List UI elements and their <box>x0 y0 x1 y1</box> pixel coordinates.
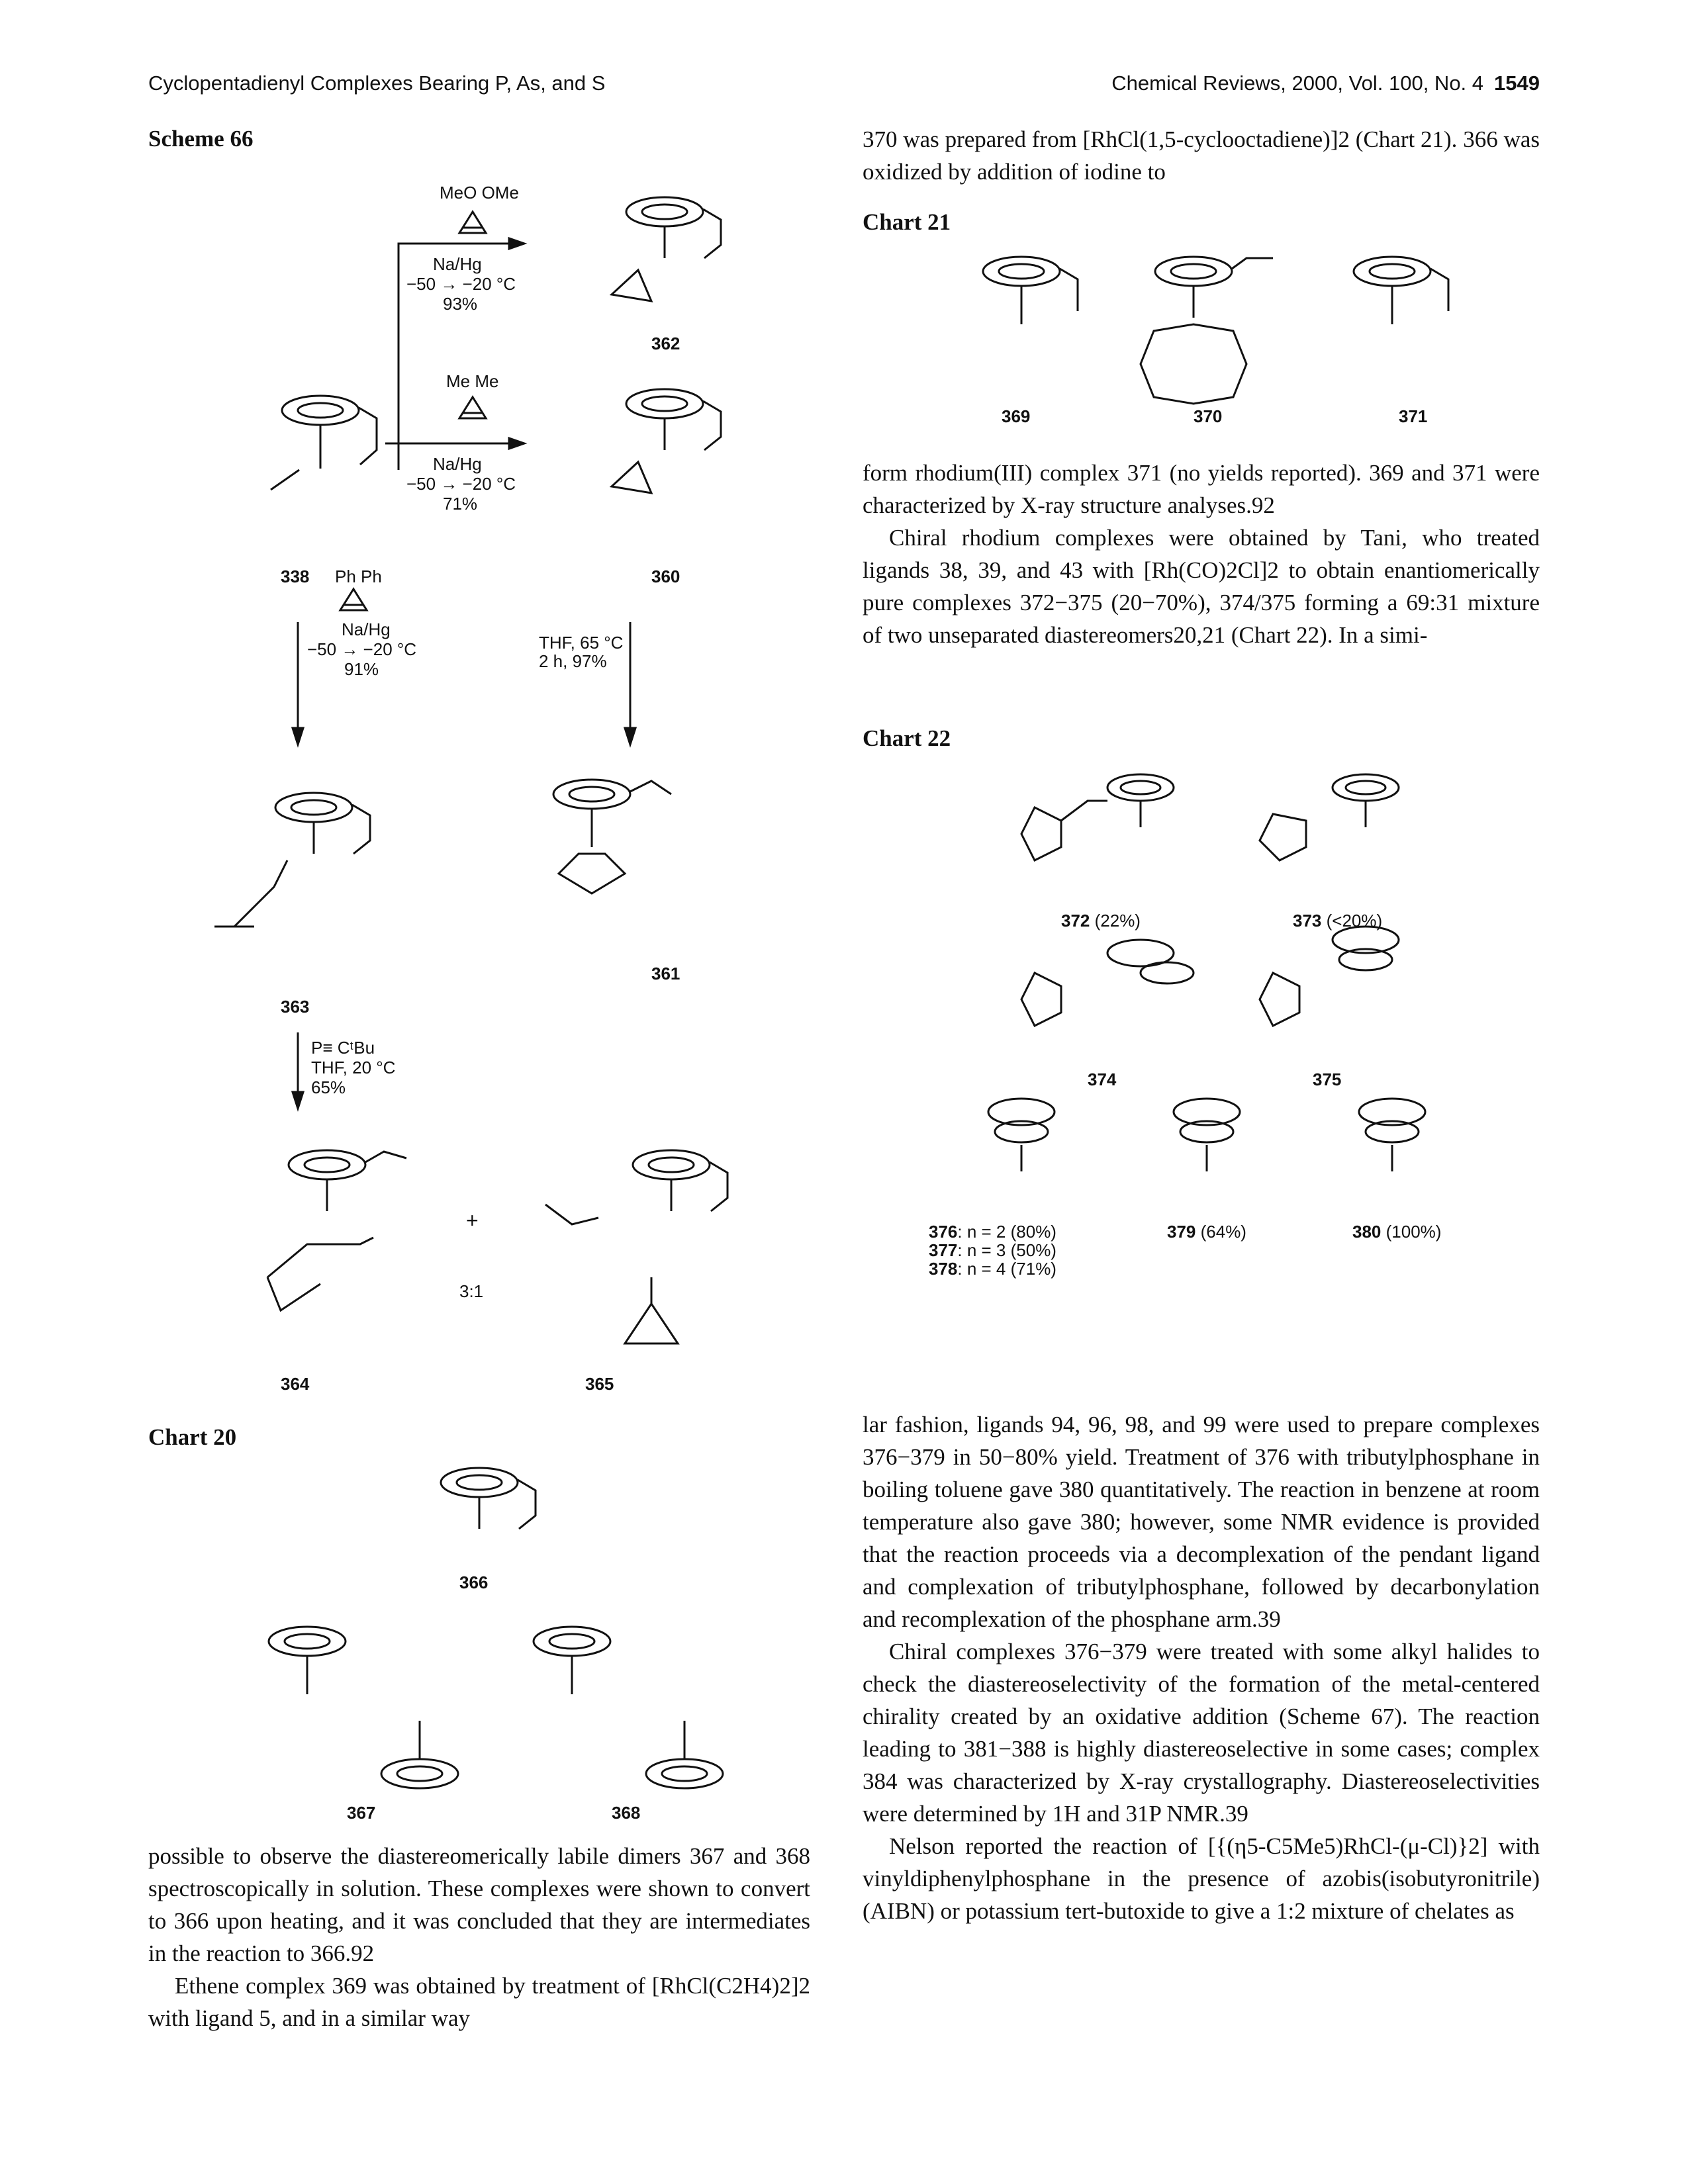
compound-365-structure <box>545 1150 727 1343</box>
label-366: 366 <box>459 1572 489 1592</box>
right-paragraph-2: Chiral rhodium complexes were obtained by Tani, who treated ligands 38, 39, and 43 with [Rh(CO)2Cl]2 to obtain enantiomerically pure complexes 372−375 (20−70%), 374/375 forming a 69:31 mixture of two unseparated diastereomers20,21 (Chart 22). In a simi- <box>863 525 1540 648</box>
compound-338-structure <box>271 396 377 490</box>
cond-d1: THF, 65 °C <box>539 633 624 653</box>
left-paragraph-2: Ethene complex 369 was obtained by treatment of [RhCl(C2H4)2]2 with ligand 5, and in a similar way <box>148 1973 810 2031</box>
right-column-top-text <box>863 123 1540 188</box>
compound-367-structure <box>269 1627 458 1788</box>
svg-text:373 (<20%) <box>1293 911 1382 931</box>
svg-text:380 (100%) <box>1352 1222 1441 1242</box>
reagent-a: MeO OMe <box>440 183 519 203</box>
compound-372-structure <box>1021 774 1174 860</box>
label-377: 377 <box>929 1240 958 1260</box>
label-372: 372 <box>1061 911 1090 931</box>
label-370: 370 <box>1194 406 1223 426</box>
label-380: 380 <box>1352 1222 1382 1242</box>
label-365: 365 <box>585 1374 614 1394</box>
compound-368-structure <box>534 1627 723 1788</box>
compound-375-structure <box>1260 927 1399 1026</box>
label-376: 376 <box>929 1222 958 1242</box>
right-column-bottom-text <box>863 1408 1540 1927</box>
label-369: 369 <box>1002 406 1031 426</box>
cond-a1: Na/Hg <box>433 254 482 274</box>
right-paragraph-0: 370 was prepared from [RhCl(1,5-cyclooctadiene)]2 (Chart 21). 366 was oxidized by addition of iodine to <box>863 126 1540 185</box>
label-361: 361 <box>651 964 680 983</box>
chart-21-graphic <box>863 245 1540 437</box>
compound-366-structure <box>441 1468 536 1529</box>
chart-22-title: Chart 22 <box>863 725 951 751</box>
label-373: 373 <box>1293 911 1322 931</box>
label-363: 363 <box>281 997 310 1017</box>
chart-21-title: Chart 21 <box>863 209 951 235</box>
cond-b3: 71% <box>443 494 478 514</box>
label-375: 375 <box>1313 1069 1342 1089</box>
cond-b1: Na/Hg <box>433 454 482 474</box>
svg-text:376: n = 2 (80%) <box>929 1222 1056 1242</box>
compound-362-structure <box>612 197 721 301</box>
right-paragraph-4: Chiral complexes 376−379 were treated with some alkyl halides to check the diastereoselectivity of the formation of the metal-centered chirality created by an oxidative addition (Scheme 67). The reaction leading to 381−388 is highly diastereoselective in some cases; complex 384 was characterized by X-ray crystallography. Diastereoselectivities were determined by 1H and 31P NMR.39 <box>863 1639 1540 1827</box>
cond-c2: −50 → −20 °C <box>307 639 417 659</box>
compound-371-structure <box>1354 257 1448 324</box>
label-364: 364 <box>281 1374 310 1394</box>
yield-377: : n = 3 (50%) <box>957 1240 1056 1260</box>
compound-376-378-structure <box>988 1099 1055 1171</box>
cond-b2: −50 → −20 °C <box>406 474 516 494</box>
compound-370-structure <box>1141 257 1273 404</box>
svg-text:379 (64%) <box>1167 1222 1246 1242</box>
compound-369-structure <box>983 257 1078 324</box>
svg-text:377: n = 3 (50%) <box>929 1240 1056 1260</box>
compound-380-structure <box>1359 1099 1425 1171</box>
left-column-text <box>148 1840 810 2034</box>
compound-373-structure <box>1260 774 1399 860</box>
plus-sign: + <box>466 1208 479 1232</box>
cond-d2: 2 h, 97% <box>539 651 607 671</box>
chart-20-title: Chart 20 <box>148 1424 237 1450</box>
running-header-journal <box>1111 71 1540 95</box>
page-number: 1549 <box>1494 71 1540 95</box>
label-371: 371 <box>1399 406 1428 426</box>
reagent-b: Me Me <box>446 371 499 391</box>
journal-citation: Chemical Reviews, 2000, Vol. 100, No. 4 <box>1111 71 1484 95</box>
cond-e1: P≡ CᵗBu <box>311 1038 375 1058</box>
right-paragraph-1: form rhodium(III) complex 371 (no yields reported). 369 and 371 were characterized by X-ray structure analyses.92 <box>863 460 1540 518</box>
compound-364-structure <box>267 1150 406 1310</box>
compound-379-structure <box>1174 1099 1240 1171</box>
cond-c3: 91% <box>344 659 379 679</box>
scheme-66-title: Scheme 66 <box>148 126 254 152</box>
left-paragraph-1: possible to observe the diastereomerically labile dimers 367 and 368 spectroscopically in solution. These complexes were shown to convert to 366 upon heating, and it was concluded that they are intermediates in the reaction to 366.92 <box>148 1843 810 1966</box>
cond-a2: −50 → −20 °C <box>406 274 516 294</box>
label-374: 374 <box>1088 1069 1117 1089</box>
yield-379: (64%) <box>1196 1222 1246 1242</box>
running-header-title: Cyclopentadienyl Complexes Bearing P, As, and S <box>148 71 606 95</box>
scheme-66-graphic <box>148 159 837 1403</box>
label-367: 367 <box>347 1803 376 1823</box>
compound-374-structure <box>1021 940 1194 1026</box>
label-362: 362 <box>651 334 680 353</box>
compound-361-structure <box>553 780 671 893</box>
cond-e3: 65% <box>311 1077 346 1097</box>
right-column-middle-text <box>863 457 1540 651</box>
cond-c1: Na/Hg <box>342 619 391 639</box>
svg-text:378: n = 4 (71%) <box>929 1259 1056 1279</box>
label-338: 338 <box>281 567 310 586</box>
yield-380: (100%) <box>1381 1222 1442 1242</box>
label-379: 379 <box>1167 1222 1196 1242</box>
compound-360-structure <box>612 389 721 493</box>
chart-22-graphic <box>863 761 1540 1357</box>
yield-376: : n = 2 (80%) <box>957 1222 1056 1242</box>
compound-363-structure <box>214 793 370 927</box>
ratio: 3:1 <box>459 1281 484 1301</box>
yield-372: (22%) <box>1090 911 1141 931</box>
chart-20-graphic <box>148 1456 837 1827</box>
reagent-c: Ph Ph <box>335 567 382 586</box>
right-paragraph-3: lar fashion, ligands 94, 96, 98, and 99 were used to prepare complexes 376−379 in 50−80% yield. Treatment of 376 with tributylphosphane in boiling toluene gave 380 quantitatively. The reaction in benzene at room temperature also gave 380; however, some NMR evidence is provided that the reaction proceeds via a decomplexation of the pendant ligand and complexation of tributylphosphane, followed by decarbonylation and recomplexation of the phosphane arm.39 <box>863 1412 1540 1632</box>
yield-373: (<20%) <box>1321 911 1383 931</box>
right-paragraph-5: Nelson reported the reaction of [{(η5-C5Me5)RhCl-(μ-Cl)}2] with vinyldiphenylphosphane in the presence of azobis(isobutyronitrile) (AIBN) or potassium tert-butoxide to give a 1:2 mixture of chelates as <box>863 1833 1540 1924</box>
label-378: 378 <box>929 1259 958 1279</box>
label-360: 360 <box>651 567 680 586</box>
yield-378: : n = 4 (71%) <box>957 1259 1056 1279</box>
cond-e2: THF, 20 °C <box>311 1058 396 1077</box>
cond-a3: 93% <box>443 294 478 314</box>
label-368: 368 <box>612 1803 641 1823</box>
svg-text:372 (22%) <box>1061 911 1141 931</box>
